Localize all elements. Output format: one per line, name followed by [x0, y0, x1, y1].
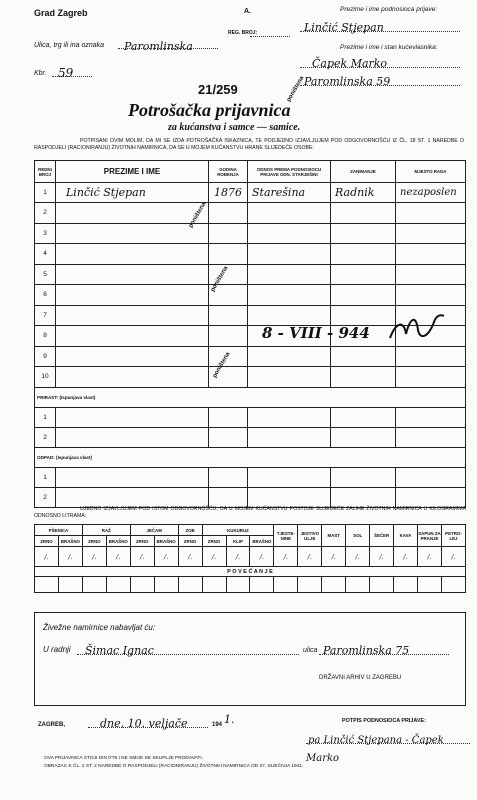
form-note: OBRAZAC K ČL. 2 ST. 2 NAREDBE O RASPODJELI (RACIONIRANJU) ŽIVOTNIH NAMIRNICA OD 27. SIJEČNJA 1941. — [44, 764, 304, 769]
stocks-increase-row — [35, 577, 466, 593]
row-year[interactable] — [209, 244, 248, 265]
stock-value[interactable]: /. — [202, 547, 226, 567]
stocks-sub-cob: KLIP — [226, 536, 250, 547]
stock-value[interactable]: /. — [130, 547, 154, 567]
row-number: 10 — [35, 367, 56, 388]
intro-text: POTPISANI OVIM MOLIM, DA MI SE IZDA POTROŠAČKA ISKAZNICA, TE PODJEDNO IZJAVLJUJEM POD ODGOVORNOŠĆU IZ ČL. 18 ST. 1 NAREDBE O RASPODJELI (RACIONIRANJU) ŽIVOTNIH NAMIRNICA, DA SE U MOJEM KUĆANSTVU HRANE SLIJEDEĆE OSOBE: — [34, 138, 464, 151]
cancelled-stamp-3: poništena — [212, 351, 232, 379]
table-row — [35, 183, 466, 203]
stock-value[interactable]: /. — [418, 547, 442, 567]
landlord-address-field[interactable] — [300, 72, 460, 86]
row-year[interactable] — [209, 223, 248, 244]
stocks-sub-flour: BRAŠNO — [58, 536, 82, 547]
house-number-label: Kbr. — [34, 70, 47, 77]
supply-street-label: ulica — [303, 647, 318, 654]
stock-value[interactable]: /. — [298, 547, 322, 567]
row-year[interactable] — [209, 326, 248, 347]
row-name[interactable] — [56, 367, 209, 388]
table-row — [35, 223, 466, 244]
stock-value[interactable]: /. — [178, 547, 202, 567]
stock-value[interactable]: /. — [154, 547, 178, 567]
landlord-name-value: Čapek Marko — [312, 57, 388, 70]
odpad-section-row — [35, 447, 466, 467]
row-relation[interactable] — [248, 285, 331, 306]
row-number: 8 — [35, 326, 56, 347]
table-row — [35, 285, 466, 306]
col-header-year: GODINA ROĐENJA — [209, 161, 248, 183]
table-row — [35, 346, 466, 367]
cancelled-stamp-1: poništena — [188, 201, 208, 229]
row-name[interactable] — [56, 223, 209, 244]
row-workplace[interactable] — [396, 264, 466, 285]
stocks-sub-grain: ZRNO — [202, 536, 226, 547]
stock-value[interactable]: /. — [58, 547, 82, 567]
stocks-table-wrap — [34, 524, 466, 593]
stocks-intro: UJEDNO IZJAVLJUJEM POD ISTOM ODGOVORNOŠĆU, DA U MOJEM KUĆANSTVU POSTOJE SLIJEDEĆE ZALIHE ŽIVOTNIH NAMIRNICA U KILOGRAMIMA ODNOSNO LITRAMA: — [34, 506, 466, 519]
stock-value[interactable]: /. — [394, 547, 418, 567]
stocks-values-row — [35, 547, 466, 567]
row-occupation[interactable] — [331, 203, 396, 224]
row-name[interactable] — [56, 305, 209, 326]
row-occupation[interactable] — [331, 264, 396, 285]
prirast-row — [35, 407, 466, 427]
stocks-col-oats: ZOB — [178, 525, 202, 536]
stocks-sub-grain: ZRNO — [130, 536, 154, 547]
row-number: 7 — [35, 305, 56, 326]
cancelled-stamp-2: poništena — [210, 265, 230, 293]
row-occupation[interactable] — [331, 223, 396, 244]
row-occupation[interactable] — [331, 285, 396, 306]
year-value: 1. — [224, 713, 235, 726]
prirast-row-number: 1 — [35, 407, 56, 427]
row-relation[interactable] — [248, 367, 331, 388]
odpad-label: ODPAD: (Ispunjava vlast) — [35, 447, 466, 467]
row-number: 5 — [35, 264, 56, 285]
shop-label: U radnji — [43, 645, 71, 654]
row-relation[interactable] — [248, 203, 331, 224]
landlord-address-value: Paromlinska 59 — [304, 75, 391, 88]
handwritten-date-scrawl: 8 - VIII - 944 — [262, 324, 370, 342]
stocks-col-salt: SOL — [346, 525, 370, 547]
signature-field[interactable] — [306, 730, 470, 764]
row-name[interactable] — [56, 285, 209, 306]
odpad-row — [35, 487, 466, 507]
a-label: A. — [244, 8, 251, 15]
stock-value[interactable]: /. — [274, 547, 298, 567]
row-occupation[interactable]: Radnik — [331, 183, 396, 203]
stocks-sub-flour: BRAŠNO — [250, 536, 274, 547]
row-number: 9 — [35, 346, 56, 367]
row-workplace[interactable] — [396, 285, 466, 306]
date-field[interactable] — [88, 714, 208, 728]
row-occupation[interactable] — [331, 244, 396, 265]
row-relation[interactable] — [248, 244, 331, 265]
stock-value[interactable]: /. — [370, 547, 394, 567]
row-number: 1 — [35, 183, 56, 203]
prirast-section-row — [35, 387, 466, 407]
handwritten-initials-mark — [388, 312, 448, 346]
supply-label: Živežne namirnice nabavljat ću: — [43, 623, 156, 632]
row-number: 4 — [35, 244, 56, 265]
stock-value[interactable]: /. — [322, 547, 346, 567]
street-label: Ulica, trg ili ina oznaka — [34, 42, 105, 49]
stocks-col-sugar: ŠEĆER — [370, 525, 394, 547]
stocks-col-rye: RAŽ — [82, 525, 130, 536]
house-number-value: 59 — [58, 66, 74, 80]
applicant-field[interactable] — [300, 18, 460, 32]
stocks-col-maize: KUKURUZ — [202, 525, 274, 536]
col-header-name: PREZIME I IME — [56, 161, 209, 183]
row-workplace[interactable] — [396, 244, 466, 265]
stocks-col-wheat: PŠENICA — [35, 525, 83, 536]
table-row — [35, 367, 466, 388]
stocks-sub-flour: BRAŠNO — [154, 536, 178, 547]
stocks-col-petroleum: PETRO-LEJ — [441, 525, 465, 547]
row-name[interactable]: Linčić Stjepan — [56, 183, 209, 203]
stock-value[interactable]: /. — [106, 547, 130, 567]
price-note: OVA PRIJAVNICA STOJI DIN 0'75 I NE SMIJE SE SKUPLJE PRODAVATI. — [44, 756, 203, 761]
reg-number-label: REG. BROJ: — [228, 30, 258, 36]
odpad-row — [35, 467, 466, 487]
stocks-table — [34, 524, 466, 593]
supply-street-value: Paromlinska 75 — [323, 644, 410, 657]
row-relation[interactable] — [248, 264, 331, 285]
stocks-sub-flour: BRAŠNO — [106, 536, 130, 547]
street-field[interactable] — [118, 37, 218, 53]
prirast-row-number: 2 — [35, 427, 56, 447]
col-header-occupation: ZANIMANJE — [331, 161, 396, 183]
stock-value[interactable]: /. — [35, 547, 59, 567]
row-name[interactable] — [56, 326, 209, 347]
row-year[interactable] — [209, 305, 248, 326]
stocks-col-soap: SAPUN ZA PRANJE — [418, 525, 442, 547]
col-header-number: REDNI BROJ — [35, 161, 56, 183]
row-name[interactable] — [56, 244, 209, 265]
year-prefix: 194 — [212, 722, 223, 728]
row-relation[interactable] — [248, 223, 331, 244]
archive-stamp: DRŽAVNI ARHIV U ZAGREBU — [319, 675, 402, 681]
prirast-row — [35, 427, 466, 447]
row-workplace[interactable] — [396, 346, 466, 367]
supply-box — [34, 612, 466, 706]
odpad-row-number: 1 — [35, 467, 56, 487]
date-value: dne, 10. veljače — [100, 717, 188, 730]
applicant-value: Linčić Stjepan — [304, 21, 384, 34]
stock-value[interactable]: /. — [441, 547, 465, 567]
row-name[interactable] — [56, 264, 209, 285]
col-header-relation: ODNOS PREMA PODNOSIOCU PRIJAVE ODN. STARJEŠINI — [248, 161, 331, 183]
reg-number-field[interactable] — [250, 36, 290, 37]
shop-value: Šimac Ignac — [85, 644, 154, 657]
stocks-col-coffee: KAVA — [394, 525, 418, 547]
row-relation[interactable] — [248, 305, 331, 326]
stocks-sub-grain: ZRNO — [82, 536, 106, 547]
table-row — [35, 264, 466, 285]
row-relation[interactable] — [248, 346, 331, 367]
form-subtitle: za kućanstva i samce — samice. — [168, 122, 301, 133]
form-title: Potrošačka prijavnica — [128, 100, 291, 120]
row-occupation[interactable] — [331, 367, 396, 388]
row-workplace[interactable] — [396, 367, 466, 388]
row-name[interactable] — [56, 203, 209, 224]
stocks-sub-grain: ZRNO — [178, 536, 202, 547]
row-number: 2 — [35, 203, 56, 224]
table-row — [35, 244, 466, 265]
row-number: 3 — [35, 223, 56, 244]
odpad-row-number: 2 — [35, 487, 56, 507]
row-year[interactable]: 1876 — [209, 183, 248, 203]
supply-street-field[interactable] — [319, 641, 449, 655]
stock-value[interactable]: /. — [346, 547, 370, 567]
row-occupation[interactable] — [331, 346, 396, 367]
prirast-label: PRIRAST: (Ispunjava vlast) — [35, 387, 466, 407]
form-number: 21/259 — [198, 82, 238, 97]
landlord-label: Prezime i ime i stan kućevlasnika: — [340, 44, 438, 51]
stock-value[interactable]: /. — [226, 547, 250, 567]
row-relation[interactable]: Starešina — [248, 183, 331, 203]
row-workplace[interactable]: nezaposlen — [396, 183, 466, 203]
house-number-field[interactable] — [52, 64, 92, 80]
stocks-col-pasta: TJESTE-NINE — [274, 525, 298, 547]
place-label: ZAGREB, — [38, 722, 65, 728]
city-label: Grad Zagreb — [34, 8, 88, 18]
row-year[interactable] — [209, 203, 248, 224]
increase-label: P O V E Ć A N J E — [35, 567, 466, 577]
row-occupation[interactable] — [331, 305, 396, 326]
stocks-sub-grain: ZRNO — [35, 536, 59, 547]
stock-value[interactable]: /. — [250, 547, 274, 567]
shop-field[interactable] — [77, 641, 299, 655]
signature-value: pa Linčić Stjepana - Čapek Marko — [306, 735, 444, 764]
applicant-label: Prezime i ime podnosioca prijave: — [340, 6, 438, 13]
table-row — [35, 203, 466, 224]
stocks-col-oil: JESTIVO ULJE — [298, 525, 322, 547]
stock-value[interactable]: /. — [82, 547, 106, 567]
signature-label: POTPIS PODNOSIOCA PRIJAVE: — [342, 718, 426, 724]
stocks-col-lard: MAST — [322, 525, 346, 547]
col-header-workplace: MJESTO RADA — [396, 161, 466, 183]
row-name[interactable] — [56, 346, 209, 367]
row-workplace[interactable] — [396, 203, 466, 224]
row-number: 6 — [35, 285, 56, 306]
stocks-col-barley: JEČAM — [130, 525, 178, 536]
row-workplace[interactable] — [396, 223, 466, 244]
landlord-name-field[interactable] — [300, 54, 460, 68]
cancelled-stamp-top: poništena — [286, 75, 306, 103]
street-value: Paromlinska — [124, 40, 193, 53]
